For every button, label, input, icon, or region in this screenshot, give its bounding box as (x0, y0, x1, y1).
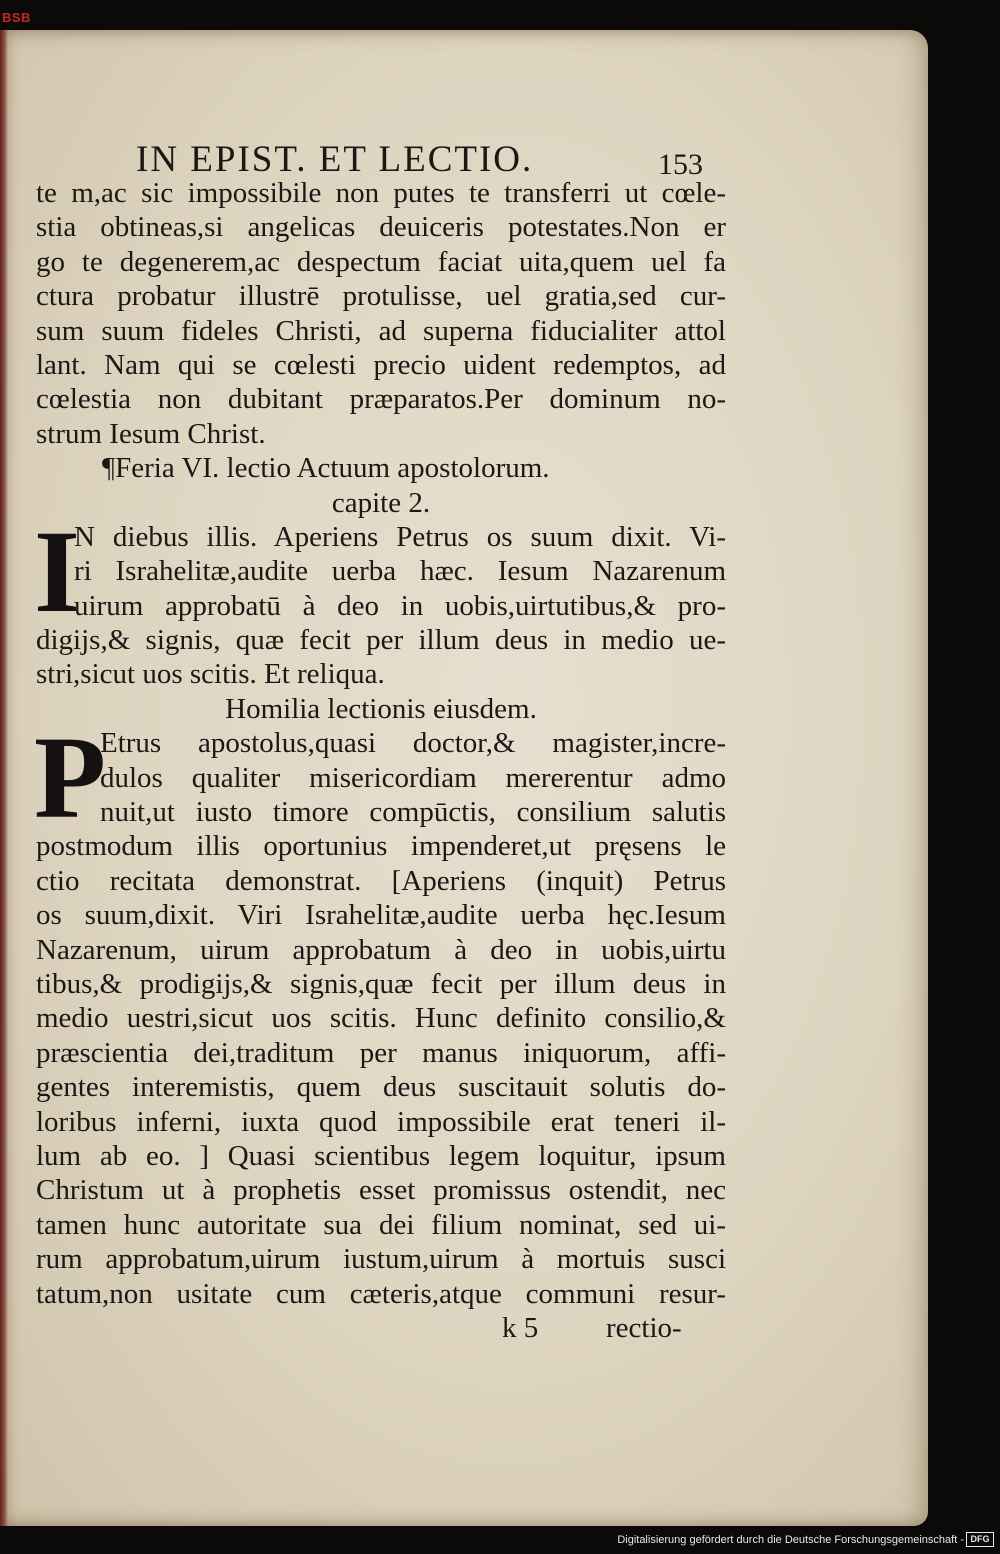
library-logo: BSB (2, 10, 31, 25)
section-subheading: capite 2. (331, 486, 431, 519)
text-line: N diebus illis. Aperiens Petrus os suum dixit. Vi- (74, 520, 726, 553)
text-line: sum suum fideles Christi, ad superna fiducialiter attol (36, 314, 726, 347)
paragraph-1 (36, 176, 726, 451)
text-line: lum ab eo. ] Quasi scientibus legem loquitur, ipsum (36, 1139, 726, 1172)
text-line: stri,sicut uos scitis. Et reliqua. (36, 658, 385, 691)
dfg-logo: DFG (966, 1532, 994, 1547)
page-number: 153 (658, 148, 703, 181)
text-line: strum Iesum Christ. (36, 417, 266, 450)
text-line: Nazarenum, uirum approbatum à deo in uobis,uirtu (36, 933, 726, 966)
catchline (36, 1311, 726, 1345)
text-line: Christum ut à prophetis esset promissus ostendit, nec (36, 1174, 726, 1207)
drop-capital: I (34, 505, 80, 637)
signature-mark: k 5 (502, 1311, 539, 1344)
text-line: tibus,& prodigijs,& signis,quæ fecit per illum deus in (36, 967, 726, 1000)
text-line: gentes interemistis, quem deus suscitauit solutis do- (36, 1071, 726, 1104)
paragraph-3 (34, 712, 726, 1311)
drop-capital: P (34, 712, 107, 844)
text-line: dulos qualiter misericordiam mererentur admo (100, 761, 726, 794)
text-line: tamen hunc autoritate sua dei filium nominat, sed ui- (36, 1208, 726, 1241)
text-line: stia obtineas,si angelicas deuiceris potestates.Non er (36, 211, 726, 244)
section-heading: ¶Feria VI. lectio Actuum apostolorum. (102, 452, 550, 485)
text-line: cœlestia non dubitant præparatos.Per dominum no- (36, 383, 726, 416)
text-line: præscientia dei,traditum per manus iniquorum, affi- (36, 1036, 726, 1069)
text-line: Etrus apostolus,quasi doctor,& magister,incre- (100, 727, 726, 760)
page-binding-edge (0, 30, 8, 1526)
text-line: digijs,& signis, quæ fecit per illum deus in medio ue- (36, 624, 726, 657)
text-line: uirum approbatū à deo in uobis,uirtutibus,& pro- (74, 589, 726, 622)
text-line: ri Israhelitæ,audite uerba hæc. Iesum Nazarenum (74, 555, 726, 588)
homily-heading: Homilia lectionis eiusdem. (225, 692, 537, 725)
text-line: ctio recitata demonstrat. [Aperiens (inquit) Petrus (36, 864, 726, 897)
text-line: loribus inferni, iuxta quod impossibile erat teneri il- (36, 1105, 726, 1138)
text-line: go te degenerem,ac despectum faciat uita,quem uel fa (36, 245, 726, 278)
text-line: ctura probatur illustrē protulisse, uel gratia,sed cur- (36, 280, 726, 313)
running-head: IN EPIST. ET LECTIO. (136, 139, 534, 180)
paragraph-2 (34, 505, 726, 692)
text-line: postmodum illis oportunius impenderet,ut pręsens le (36, 830, 726, 863)
text-line: os suum,dixit. Viri Israhelitæ,audite uerba hęc.Iesum (36, 899, 726, 932)
text-line: te m,ac sic impossibile non putes te transferri ut cœle- (36, 177, 726, 209)
text-line: lant. Nam qui se cœlesti precio uident redemptos, ad (36, 348, 726, 381)
digitization-credit: Digitalisierung gefördert durch die Deutsche Forschungsgemeinschaft - (617, 1534, 964, 1546)
text-line: tatum,non usitate cum cæteris,atque communi resur- (36, 1277, 726, 1310)
text-line: nuit,ut iusto timore compūctis, consilium salutis (100, 796, 726, 829)
page-body (36, 176, 726, 1345)
text-line: medio uestri,sicut uos scitis. Hunc definito consilio,& (36, 1002, 726, 1035)
text-line: rum approbatum,uirum iustum,uirum à mortuis susci (36, 1243, 726, 1276)
catchword: rectio- (606, 1311, 682, 1344)
